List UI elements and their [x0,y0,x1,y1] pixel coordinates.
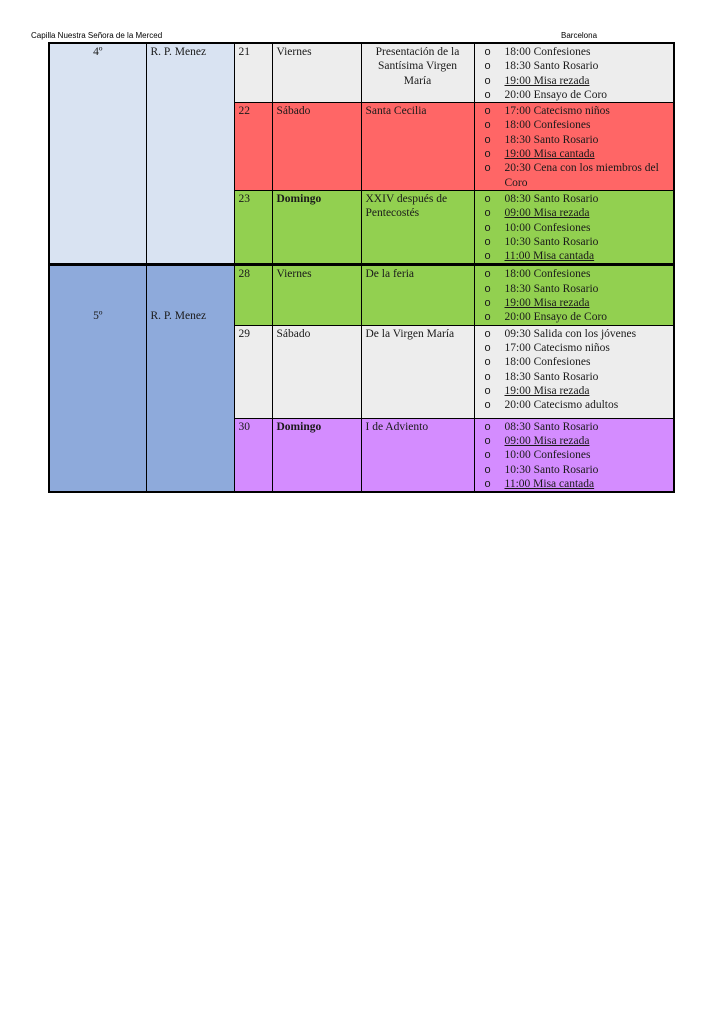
feast: I de Adviento [361,418,474,492]
activity-item [479,341,670,355]
activity-text: 10:00 Confesiones [504,221,591,234]
activity-item [479,206,670,220]
circle-bullet-icon: o [484,282,491,295]
circle-bullet-icon: o [484,60,491,73]
activity-text: 17:00 Catecismo niños [504,105,610,118]
activity-text: 18:00 Confesiones [504,46,591,58]
activity-text: 10:00 Confesiones [504,449,591,462]
day-number: 29 [234,325,272,418]
activity-item [479,434,670,448]
activity-item [479,477,670,491]
circle-bullet-icon: o [484,297,491,310]
activity-item [479,327,670,341]
day-number: 22 [234,103,272,191]
activity-item [479,192,670,206]
weekday: Sábado [272,103,361,191]
feast: De la feria [361,265,474,325]
activity-item [479,88,670,102]
circle-bullet-icon: o [484,463,491,476]
circle-bullet-icon: o [484,133,491,146]
activity-item [479,59,670,73]
activities-cell [474,418,674,492]
activity-item [479,448,670,462]
weekday: Sábado [272,325,361,418]
activity-text: 20:00 Ensayo de Coro [504,311,608,324]
activity-text: 18:00 Confesiones [504,356,591,369]
activity-text: 09:00 Misa rezada [504,207,590,220]
circle-bullet-icon: o [484,370,491,383]
activity-text: 10:30 Santo Rosario [504,235,599,248]
activity-item [479,45,670,59]
circle-bullet-icon: o [484,162,491,175]
weekday: Viernes [272,265,361,325]
day-number: 21 [234,43,272,103]
weekday: Viernes [272,43,361,103]
table-row [49,265,674,325]
circle-bullet-icon: o [484,250,491,263]
circle-bullet-icon: o [484,105,491,118]
activity-text: 18:30 Santo Rosario [504,133,599,146]
activity-text: 11:00 Misa cantada [504,477,595,490]
activity-item [479,463,670,477]
activity-text: 11:00 Misa cantada [504,250,595,263]
activity-text: 09:00 Misa rezada [504,434,590,447]
priest-name: R. P. Menez [146,265,234,492]
activities-cell [474,325,674,418]
activity-text: 18:30 Santo Rosario [504,370,599,383]
circle-bullet-icon: o [484,74,491,87]
circle-bullet-icon: o [484,434,491,447]
circle-bullet-icon: o [484,192,491,205]
activity-text: 10:30 Santo Rosario [504,463,599,476]
activity-text: 19:00 Misa rezada [504,384,590,397]
activity-text: 18:00 Confesiones [504,119,591,132]
circle-bullet-icon: o [484,221,491,234]
circle-bullet-icon: o [484,311,491,324]
circle-bullet-icon: o [484,420,491,433]
activity-item [479,267,670,281]
feast: De la Virgen María [361,325,474,418]
header-chapel-name: Capilla Nuestra Señora de la Merced [31,31,163,40]
activity-item [479,221,670,235]
header-city: Barcelona [561,31,598,40]
activity-item [479,249,670,263]
activities-cell [474,103,674,191]
activities-cell [474,190,674,264]
activity-item [479,161,670,190]
activity-text: 09:30 Salida con los jóvenes [504,327,637,340]
circle-bullet-icon: o [484,384,491,397]
activity-item [479,118,670,132]
circle-bullet-icon: o [484,119,491,132]
feast: Santa Cecilia [361,103,474,191]
circle-bullet-icon: o [484,148,491,161]
activity-item [479,235,670,249]
activity-text: 08:30 Santo Rosario [504,192,599,205]
activity-item [479,104,670,118]
circle-bullet-icon: o [484,268,491,281]
weekday: Domingo [272,190,361,264]
activity-text: 20:00 Catecismo adultos [504,399,619,412]
week-label: 5º [49,265,146,492]
circle-bullet-icon: o [484,341,491,354]
circle-bullet-icon: o [484,207,491,220]
activity-text: 20:30 Cena con los miembros del Coro [504,162,659,189]
activities-cell [474,265,674,325]
activity-text: 17:00 Catecismo niños [504,341,610,354]
activity-item [479,398,670,412]
circle-bullet-icon: o [484,327,491,340]
activity-text: 18:30 Santo Rosario [504,60,599,73]
activity-item [479,355,670,369]
activity-text: 19:00 Misa rezada [504,297,590,310]
activity-text: 08:30 Santo Rosario [504,420,599,433]
feast: XXIV después de Pentecostés [361,190,474,264]
day-number: 28 [234,265,272,325]
table-row [49,43,674,103]
circle-bullet-icon: o [484,399,491,412]
circle-bullet-icon: o [484,356,491,369]
weekday: Domingo [272,418,361,492]
activity-item [479,282,670,296]
day-number: 30 [234,418,272,492]
activity-item [479,384,670,398]
activity-text: 19:00 Misa cantada [504,148,595,161]
circle-bullet-icon: o [484,477,491,490]
activity-item [479,74,670,88]
circle-bullet-icon: o [484,88,491,101]
activity-text: 18:00 Confesiones [504,268,591,281]
activity-text: 20:00 Ensayo de Coro [504,88,608,101]
feast: Presentación de la Santísima Virgen María [361,43,474,103]
activity-item [479,133,670,147]
day-number: 23 [234,190,272,264]
activity-item [479,310,670,324]
activities-cell [474,43,674,103]
schedule-table [48,42,675,493]
week-label: 4º [49,43,146,265]
activity-item [479,296,670,310]
circle-bullet-icon: o [484,449,491,462]
activity-item [479,420,670,434]
circle-bullet-icon: o [484,46,491,58]
circle-bullet-icon: o [484,235,491,248]
activity-item [479,370,670,384]
activity-text: 18:30 Santo Rosario [504,282,599,295]
priest-name: R. P. Menez [146,43,234,265]
activity-item [479,147,670,161]
activity-text: 19:00 Misa rezada [504,74,590,87]
